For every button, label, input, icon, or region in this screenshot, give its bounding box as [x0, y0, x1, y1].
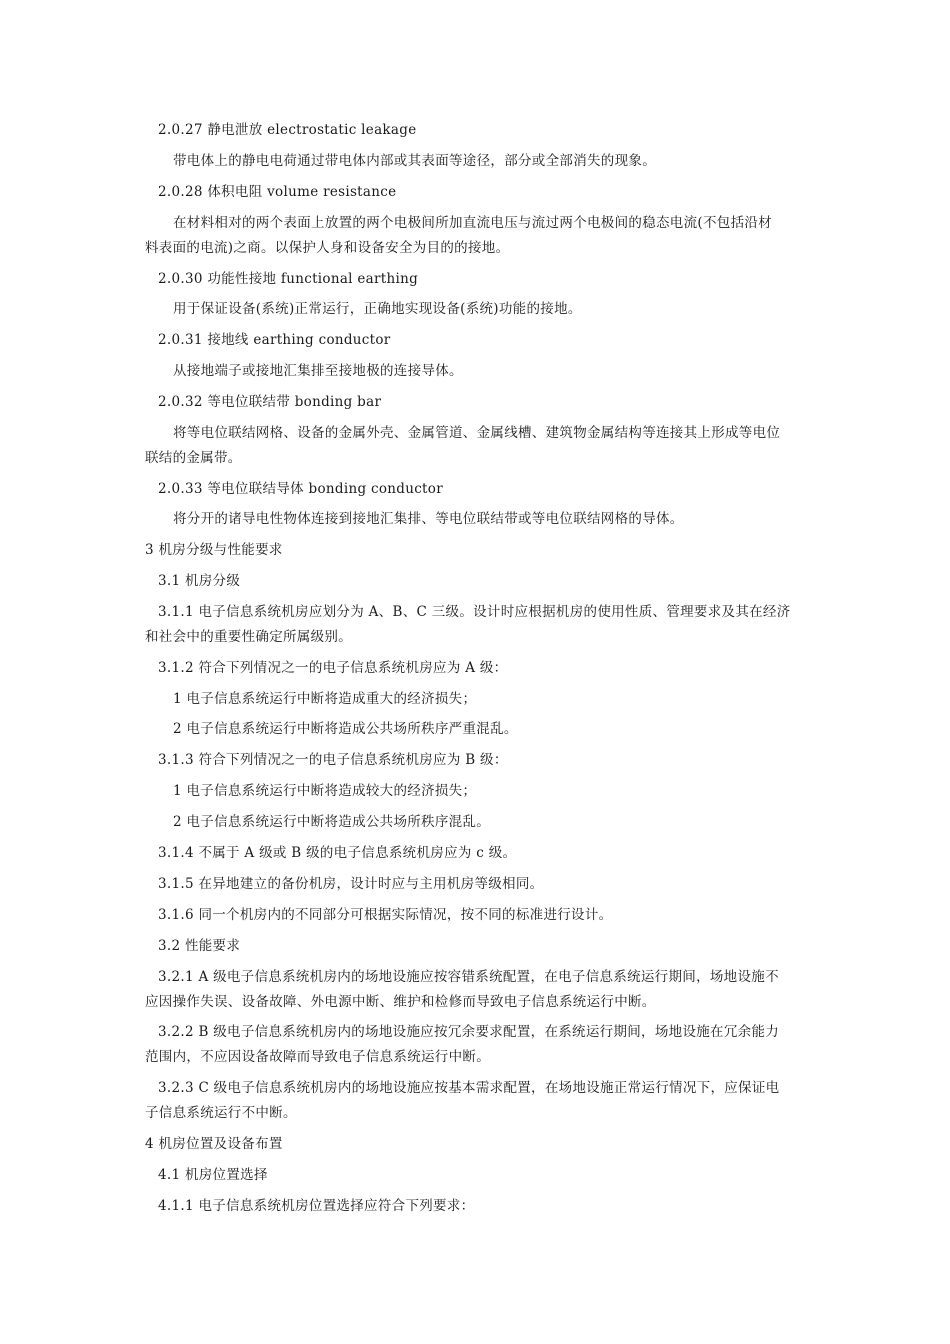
section-heading-3-1: 3.1 机房分级 [158, 573, 241, 589]
list-item: 1 电子信息系统运行中断将造成重大的经济损失； [173, 691, 477, 707]
term-definition: 在材料相对的两个表面上放置的两个电极间所加直流电压与流过两个电极间的稳态电流(不包括沿材 [173, 215, 772, 231]
term-heading-2-0-33: 2.0.33 等电位联结导体 bonding conductor [158, 481, 443, 497]
term-definition: 从接地端子或接地汇集排至接地极的连接导体。 [173, 363, 463, 379]
clause-3-2-3: 3.2.3 C 级电子信息系统机房内的场地设施应按基本需求配置，在场地设施正常运行情况下，应保证电 [158, 1080, 780, 1096]
clause-3-1-3: 3.1.3 符合下列情况之一的电子信息系统机房应为 B 级： [158, 752, 508, 768]
clause-3-1-1: 3.1.1 电子信息系统机房应划分为 A、B、C 三级。设计时应根据机房的使用性质、管理要求及其在经济 [158, 604, 791, 620]
list-item: 2 电子信息系统运行中断将造成公共场所秩序严重混乱。 [173, 721, 518, 737]
chapter-heading-3: 3 机房分级与性能要求 [145, 542, 283, 558]
term-definition: 带电体上的静电电荷通过带电体内部或其表面等途径，部分或全部消失的现象。 [173, 153, 656, 169]
list-item: 1 电子信息系统运行中断将造成较大的经济损失； [173, 783, 477, 799]
term-heading-2-0-27: 2.0.27 静电泄放 electrostatic leakage [158, 122, 417, 138]
term-definition: 将分开的诸导电性物体连接到接地汇集排、等电位联结带或等电位联结网格的导体。 [173, 511, 684, 527]
term-heading-2-0-28: 2.0.28 体积电阻 volume resistance [158, 184, 397, 200]
clause-4-1-1: 4.1.1 电子信息系统机房位置选择应符合下列要求： [158, 1198, 475, 1214]
section-heading-3-2: 3.2 性能要求 [158, 938, 241, 954]
term-definition-continued: 联结的金属带。 [145, 450, 242, 466]
clause-continued: 应因操作失误、设备故障、外电源中断、维护和检修而导致电子信息系统运行中断。 [145, 994, 656, 1010]
list-item: 2 电子信息系统运行中断将造成公共场所秩序混乱。 [173, 814, 491, 830]
chapter-heading-4: 4 机房位置及设备布置 [145, 1136, 283, 1152]
term-definition: 用于保证设备(系统)正常运行，正确地实现设备(系统)功能的接地。 [173, 301, 582, 317]
clause-continued: 子信息系统运行不中断。 [145, 1105, 297, 1121]
clause-continued: 范围内，不应因设备故障而导致电子信息系统运行中断。 [145, 1049, 490, 1065]
clause-3-2-1: 3.2.1 A 级电子信息系统机房内的场地设施应按容错系统配置，在电子信息系统运行期间，场地设施不 [158, 969, 779, 985]
clause-3-1-6: 3.1.6 同一个机房内的不同部分可根据实际情况，按不同的标准进行设计。 [158, 907, 613, 923]
clause-3-1-2: 3.1.2 符合下列情况之一的电子信息系统机房应为 A 级： [158, 660, 508, 676]
term-heading-2-0-30: 2.0.30 功能性接地 functional earthing [158, 271, 419, 287]
clause-continued: 和社会中的重要性确定所属级别。 [145, 629, 352, 645]
clause-3-1-4: 3.1.4 不属于 A 级或 B 级的电子信息系统机房应为 c 级。 [158, 845, 517, 861]
clause-3-2-2: 3.2.2 B 级电子信息系统机房内的场地设施应按冗余要求配置，在系统运行期间，场地设施在冗余能力 [158, 1024, 780, 1040]
term-heading-2-0-32: 2.0.32 等电位联结带 bonding bar [158, 394, 382, 410]
term-heading-2-0-31: 2.0.31 接地线 earthing conductor [158, 332, 391, 348]
section-heading-4-1: 4.1 机房位置选择 [158, 1167, 268, 1183]
term-definition: 将等电位联结网格、设备的金属外壳、金属管道、金属线槽、建筑物金属结构等连接其上形成等电位 [173, 425, 781, 441]
clause-3-1-5: 3.1.5 在异地建立的备份机房，设计时应与主用机房等级相同。 [158, 876, 544, 892]
term-definition-continued: 料表面的电流)之商。以保护人身和设备安全为目的的接地。 [145, 240, 510, 256]
